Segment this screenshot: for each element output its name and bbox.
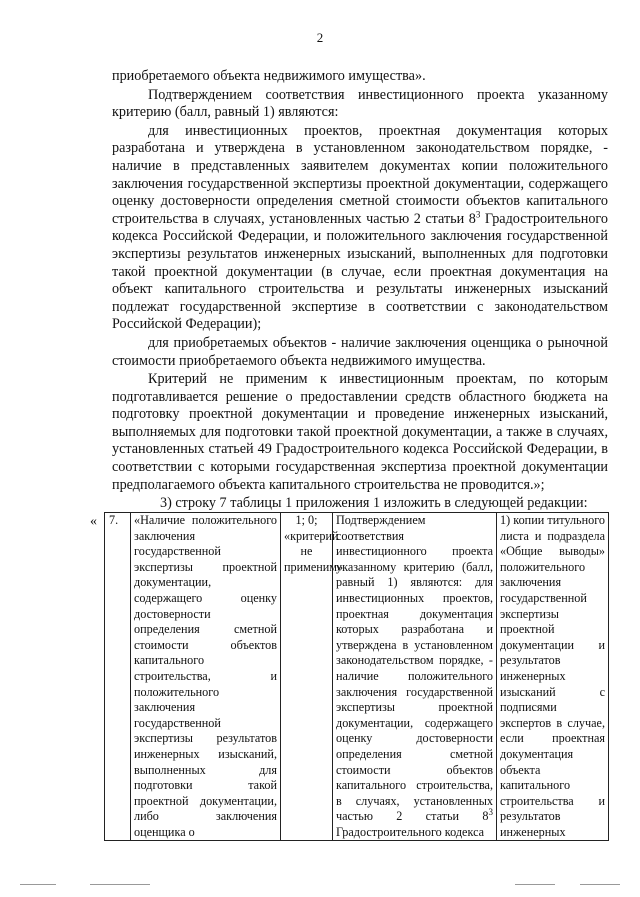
- paragraph-text: Градостроительного кодекса Российской Федерации, и положительного заключения государственной экспертизы результатов инженерных изысканий, выполненных для подготовки такой проектной документации (в случае, если проектная документация на объект капитального строительства и результаты инженерных изысканий подлежат государственной экспертизе в соответствии с законодательством Российской Федерации);: [112, 210, 608, 333]
- footer-mark: [90, 884, 150, 885]
- row-number-cell: 7.: [105, 513, 131, 841]
- superscript: 3: [475, 209, 481, 220]
- score-cell: 1; 0; «критерий не применим»: [281, 513, 333, 841]
- confirmation-cell: [333, 513, 497, 841]
- superscript: 3: [488, 807, 493, 818]
- paragraph: [112, 123, 608, 334]
- page-number: 2: [316, 30, 324, 45]
- criterion-cell: «Наличие положительного заключения государственной экспертизы проектной документации, содержащего оценку достоверности определения сметной стоимости объектов капитального строительства, и положительного заключения государственной экспертизы результатов инженерных изысканий, выполненных для подготовки такой проектной документации, либо заключения оценщика о: [131, 513, 281, 841]
- confirmation-text: Подтверждением соответствия инвестиционного проекта указанному критерию (балл, равный 1) являются: для инвестиционных проектов, проектная документация которых разработана и утверждена в установленном законодательством порядке, - наличие положительного заключения государственной экспертизы проектной документации, содержащего оценку достоверности определения сметной стоимости объектов капитального строительства, в случаях, установленных частью 2 статьи 8: [336, 513, 493, 824]
- footer-mark: [20, 884, 56, 885]
- footer-mark: [515, 884, 555, 885]
- paragraph: для приобретаемых объектов - наличие заключения оценщика о рыночной стоимости приобретаемого объекта недвижимого имущества.: [112, 334, 608, 369]
- open-quote: «: [90, 514, 97, 529]
- criteria-table: [104, 512, 609, 841]
- paragraph: Подтверждением соответствия инвестиционного проекта указанному критерию (балл, равный 1) являются:: [112, 86, 608, 121]
- paragraph-text: для инвестиционных проектов, проектная документация которых разработана и утверждена в установленном законодательством порядке, - наличие в представленных заявителем документах копии положительного заключения государственной экспертизы проектной документации, содержащего оценку достоверности определения сметной стоимости объектов капитального строительства в случаях, установленных частью 2 статьи 8: [112, 122, 608, 227]
- confirmation-text: Градостроительного кодекса: [336, 824, 485, 839]
- paragraph: Критерий не применим к инвестиционным проектам, по которым подготавливается решение о предоставлении средств областного бюджета на подготовку проектной документации и проведение инженерных изысканий, выполняемых для подготовки такой проектной документации, а также в случаях, установленных статьей 49 Градостроительного кодекса Российской Федерации, в соответствии с которыми государственная экспертиза проектной документации предполагаемого объекта капитального строительства не проводится.»;: [112, 371, 608, 493]
- footer-mark: [580, 884, 620, 885]
- document-body: [112, 68, 608, 513]
- table-row: [105, 513, 609, 841]
- paragraph: 3) строку 7 таблицы 1 приложения 1 изложить в следующей редакции:: [160, 495, 588, 512]
- documents-cell: 1) копии титульного листа и подраздела «Общие выводы» положительного заключения государственной экспертизы проектной документации и результатов инженерных изысканий с подписями экспертов в случае, если проектная документация объекта капитального строительства и результатов инженерных: [497, 513, 609, 841]
- paragraph: приобретаемого объекта недвижимого имущества».: [112, 68, 426, 84]
